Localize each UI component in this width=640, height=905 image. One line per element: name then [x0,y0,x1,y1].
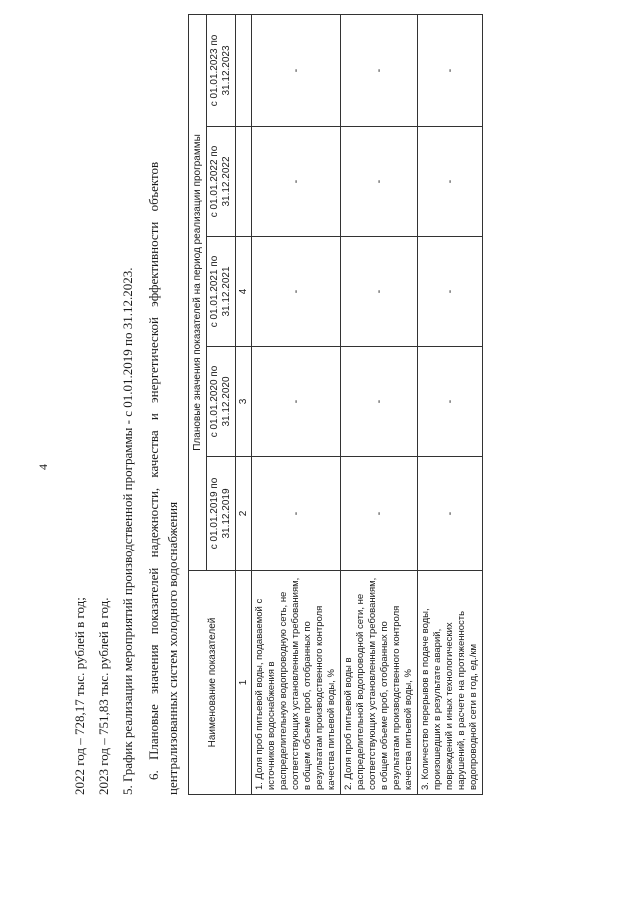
indicator-value: - [418,127,483,237]
column-number [236,14,252,126]
table-row [252,14,341,794]
indicator-value: - [252,347,341,457]
text-item-6-heading-cont: централизованных систем холодного водоснабжения [165,501,180,795]
column-number: 1 [236,571,252,795]
header-period: с 01.01.2022 по 31.12.2022 [207,127,236,237]
indicator-label: 2. Доля проб питьевой воды в распределительной водопроводной сети, не соответствующих установленным требованиям, в общем объеме проб, отобранных по результатам производственного контроля качества питьевой воды, % [341,571,418,795]
indicator-value: - [341,14,418,126]
indicator-value: - [341,457,418,571]
indicator-label: 3. Количество перерывов в подаче воды, произошедших в результате аварий, повреждений и иных технологических нарушений, в расчете на протяженность водопроводной сети в год, ед./км [418,571,483,795]
indicator-value: - [341,347,418,457]
table-row [418,14,483,794]
indicator-value: - [418,237,483,347]
header-period: с 01.01.2021 по 31.12.2021 [207,237,236,347]
indicator-label: 1. Доля проб питьевой воды, подаваемой с источников водоснабжения в распределительную водопроводную сеть, не соответствующих установленным требованиям, в общем объеме проб, отобранных по результатам производственного контроля качества питьевой воды, % [252,571,341,795]
text-line-2023: 2023 год – 751,83 тыс. рублей в год. [96,597,111,795]
text-item-6-heading: 6. Плановые значения показателей надежности, качества и энергетической эффективности объектов [146,161,161,780]
indicator-value: - [418,347,483,457]
indicators-table [188,14,483,795]
indicator-value: - [252,237,341,347]
header-period: с 01.01.2023 по 31.12.2023 [207,14,236,126]
indicator-value: - [252,127,341,237]
column-number [236,127,252,237]
page-number: 4 [36,464,50,470]
indicator-value: - [341,237,418,347]
indicator-value: - [418,457,483,571]
header-indicator-name: Наименование показателей [189,571,236,795]
indicator-value: - [418,14,483,126]
column-number: 2 [236,457,252,571]
column-number: 3 [236,347,252,457]
column-number: 4 [236,237,252,347]
header-period: с 01.01.2020 по 31.12.2020 [207,347,236,457]
indicator-value: - [252,457,341,571]
text-item-5: 5. График реализации мероприятий производственной программы - с 01.01.2019 по 31.12.2023. [120,267,135,795]
indicator-value: - [252,14,341,126]
table-row [341,14,418,794]
header-planned-values: Плановые значения показателей на период реализации программы [189,14,207,570]
indicator-value: - [341,127,418,237]
text-line-2022: 2022 год – 728,17 тыс. рублей в год; [72,597,87,795]
column-number-row [236,14,252,794]
header-period: с 01.01.2019 по 31.12.2019 [207,457,236,571]
